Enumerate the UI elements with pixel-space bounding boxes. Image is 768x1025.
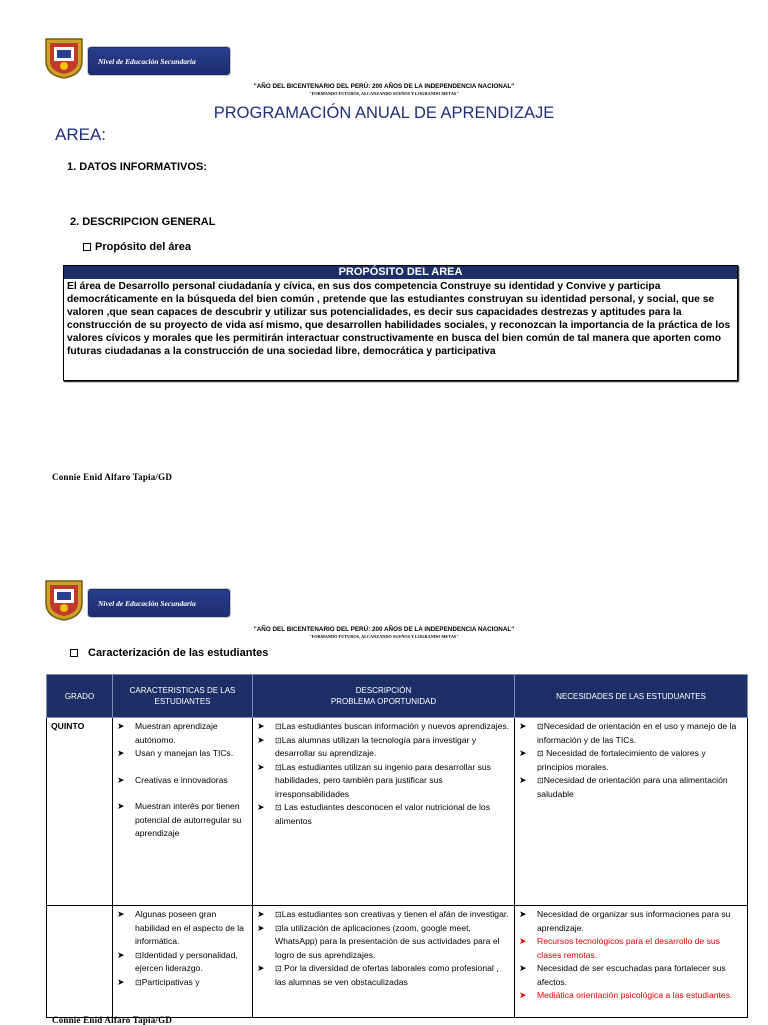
school-motto: "FORMANDO FUTUROS, ALCANZANDO SUEÑOS Y LOGRANDO METAS" [309,634,459,639]
grade-cell [47,906,113,1018]
school-crest-icon [44,37,84,79]
grade-cell: QUINTO [47,718,113,906]
characteristics-cell [113,718,253,906]
table-row [47,718,748,906]
header-caracteristicas: CARACTERISTICAS DE LAS ESTUDIANTES [113,675,253,718]
list-item: ➤ ⊡la utilización de aplicaciones (zoom, google meet, WhatsApp) para la presentación de sus actividades para el logro de sus aprendizajes. [257,922,510,963]
list-item: ➤ Necesidad de organizar sus informaciones para su aprendizaje. [519,908,743,935]
table-row [47,906,748,1018]
description-cell [253,906,515,1018]
characteristics-cell [113,906,253,1018]
list-item: ➤ ⊡Las alumnas utilizan la tecnología para investigar y desarrollar su aprendizaje. [257,734,510,761]
school-crest-icon [44,579,84,621]
list-item: ➤ Recursos tecnológicos para el desarrollo de sus clases remotas. [519,935,743,962]
signature: Connie Enid Alfaro Tapia/GD [52,472,173,482]
list-item: ➤ ⊡ Necesidad de fortalecimiento de valores y principios morales. [519,747,743,774]
purpose-box [63,265,738,381]
list-item: ➤ ⊡ Por la diversidad de ofertas laborales como profesional , las alumnas se ven obstaculizadas [257,962,510,989]
list-item: ➤ Mediática orientación psicológica a las estudiantes. [519,989,743,1003]
year-motto: "AÑO DEL BICENTENARIO DEL PERÚ: 200 AÑOS DE LA INDEPENDENCIA NACIONAL" [253,83,515,90]
table-header-row [47,675,748,718]
document-title: PROGRAMACIÓN ANUAL DE APRENDIZAJE [213,104,555,122]
characterization-heading-label: Caracterización de las estudiantes [88,647,269,659]
list-item: ➤ Necesidad de ser escuchadas para fortalecer sus afectos. [519,962,743,989]
signature: Connie Enid Alfaro Tapia/GD [52,1015,173,1025]
list-item: ➤ Creativas e innovadoras [117,774,248,788]
header-descripcion: DESCRIPCIÓN PROBLEMA OPORTUNIDAD [253,675,515,718]
list-item: ➤ Usan y manejan las TICs. [117,747,248,761]
area-label: AREA: [55,125,107,144]
list-item: ➤ ⊡Las estudiantes buscan información y nuevos aprendizajes. [257,720,510,734]
description-cell [253,718,515,906]
purpose-box-text: El área de Desarrollo personal ciudadanía y cívica, en sus dos competencia Construye su identidad y Convive y participa democráticamente en la búsqueda del bien común , pretende que las estudiantes construyan su identidad personal, y social, que se valoren ,que sean capaces de descubrir y utilizar sus potencialidades, es decir sus capacidades destrezas y aptitudes para la construcción de su proyecto de vida así mismo, que desarrollen habilidades sociales, y reconozcan la importancia de la práctica de los valores cívicos y morales que les permitirán interactuar constructivamente en busca del bien común de tal manera que aporten como futuras ciudadanas a la construcción de una sociedad libre, democrática y participativa [67,281,731,357]
level-banner: Nivel de Educación Secundaria [87,588,231,618]
purpose-box-title: PROPÓSITO DEL AREA [64,266,737,279]
needs-cell [515,718,748,906]
checkbox-square-icon [83,243,91,251]
list-item: ➤ ⊡Necesidad de orientación en el uso y manejo de la información y de las TICs. [519,720,743,747]
year-motto: "AÑO DEL BICENTENARIO DEL PERÚ: 200 AÑOS DE LA INDEPENDENCIA NACIONAL" [253,626,515,633]
list-item: ➤ ⊡ Las estudiantes desconocen el valor nutricional de los alimentos [257,801,510,828]
purpose-subheading [83,241,191,253]
list-item: ➤ Muestran aprendizaje autónomo. [117,720,248,747]
list-item: ➤ Algunas poseen gran habilidad en el aspecto de la informática. [117,908,248,949]
header-grado: GRADO [47,675,113,718]
list-item: ➤ ⊡Necesidad de orientación para una alimentación saludable [519,774,743,801]
level-banner: Nivel de Educación Secundaria [87,46,231,76]
needs-cell [515,906,748,1018]
header-necesidades: NECESIDADES DE LAS ESTUDUANTES [515,675,748,718]
section-descripcion-general: 2. DESCRIPCION GENERAL [70,216,216,228]
list-item: ➤ ⊡Identidad y personalidad, ejercen liderazgo. [117,949,248,976]
list-item: ➤ ⊡Las estudiantes utilizan su ingenio para desarrollar sus habilidades, pero también para justificar sus irresponsabilidades [257,761,510,802]
checkbox-square-icon [70,649,78,657]
school-motto: "FORMANDO FUTUROS, ALCANZANDO SUEÑOS Y LOGRANDO METAS" [309,91,459,96]
characterization-heading [70,647,268,659]
characterization-table [46,674,748,1018]
section-datos-informativos: 1. DATOS INFORMATIVOS: [67,161,207,173]
list-item: ➤ Muestran interés por tienen potencial de autorregular su aprendizaje [117,800,248,841]
list-item: ➤ ⊡Las estudiantes son creativas y tienen el afán de investigar. [257,908,510,922]
purpose-subheading-label: Propósito del área [95,241,191,253]
list-item: ➤ ⊡Participativas y [117,976,248,990]
